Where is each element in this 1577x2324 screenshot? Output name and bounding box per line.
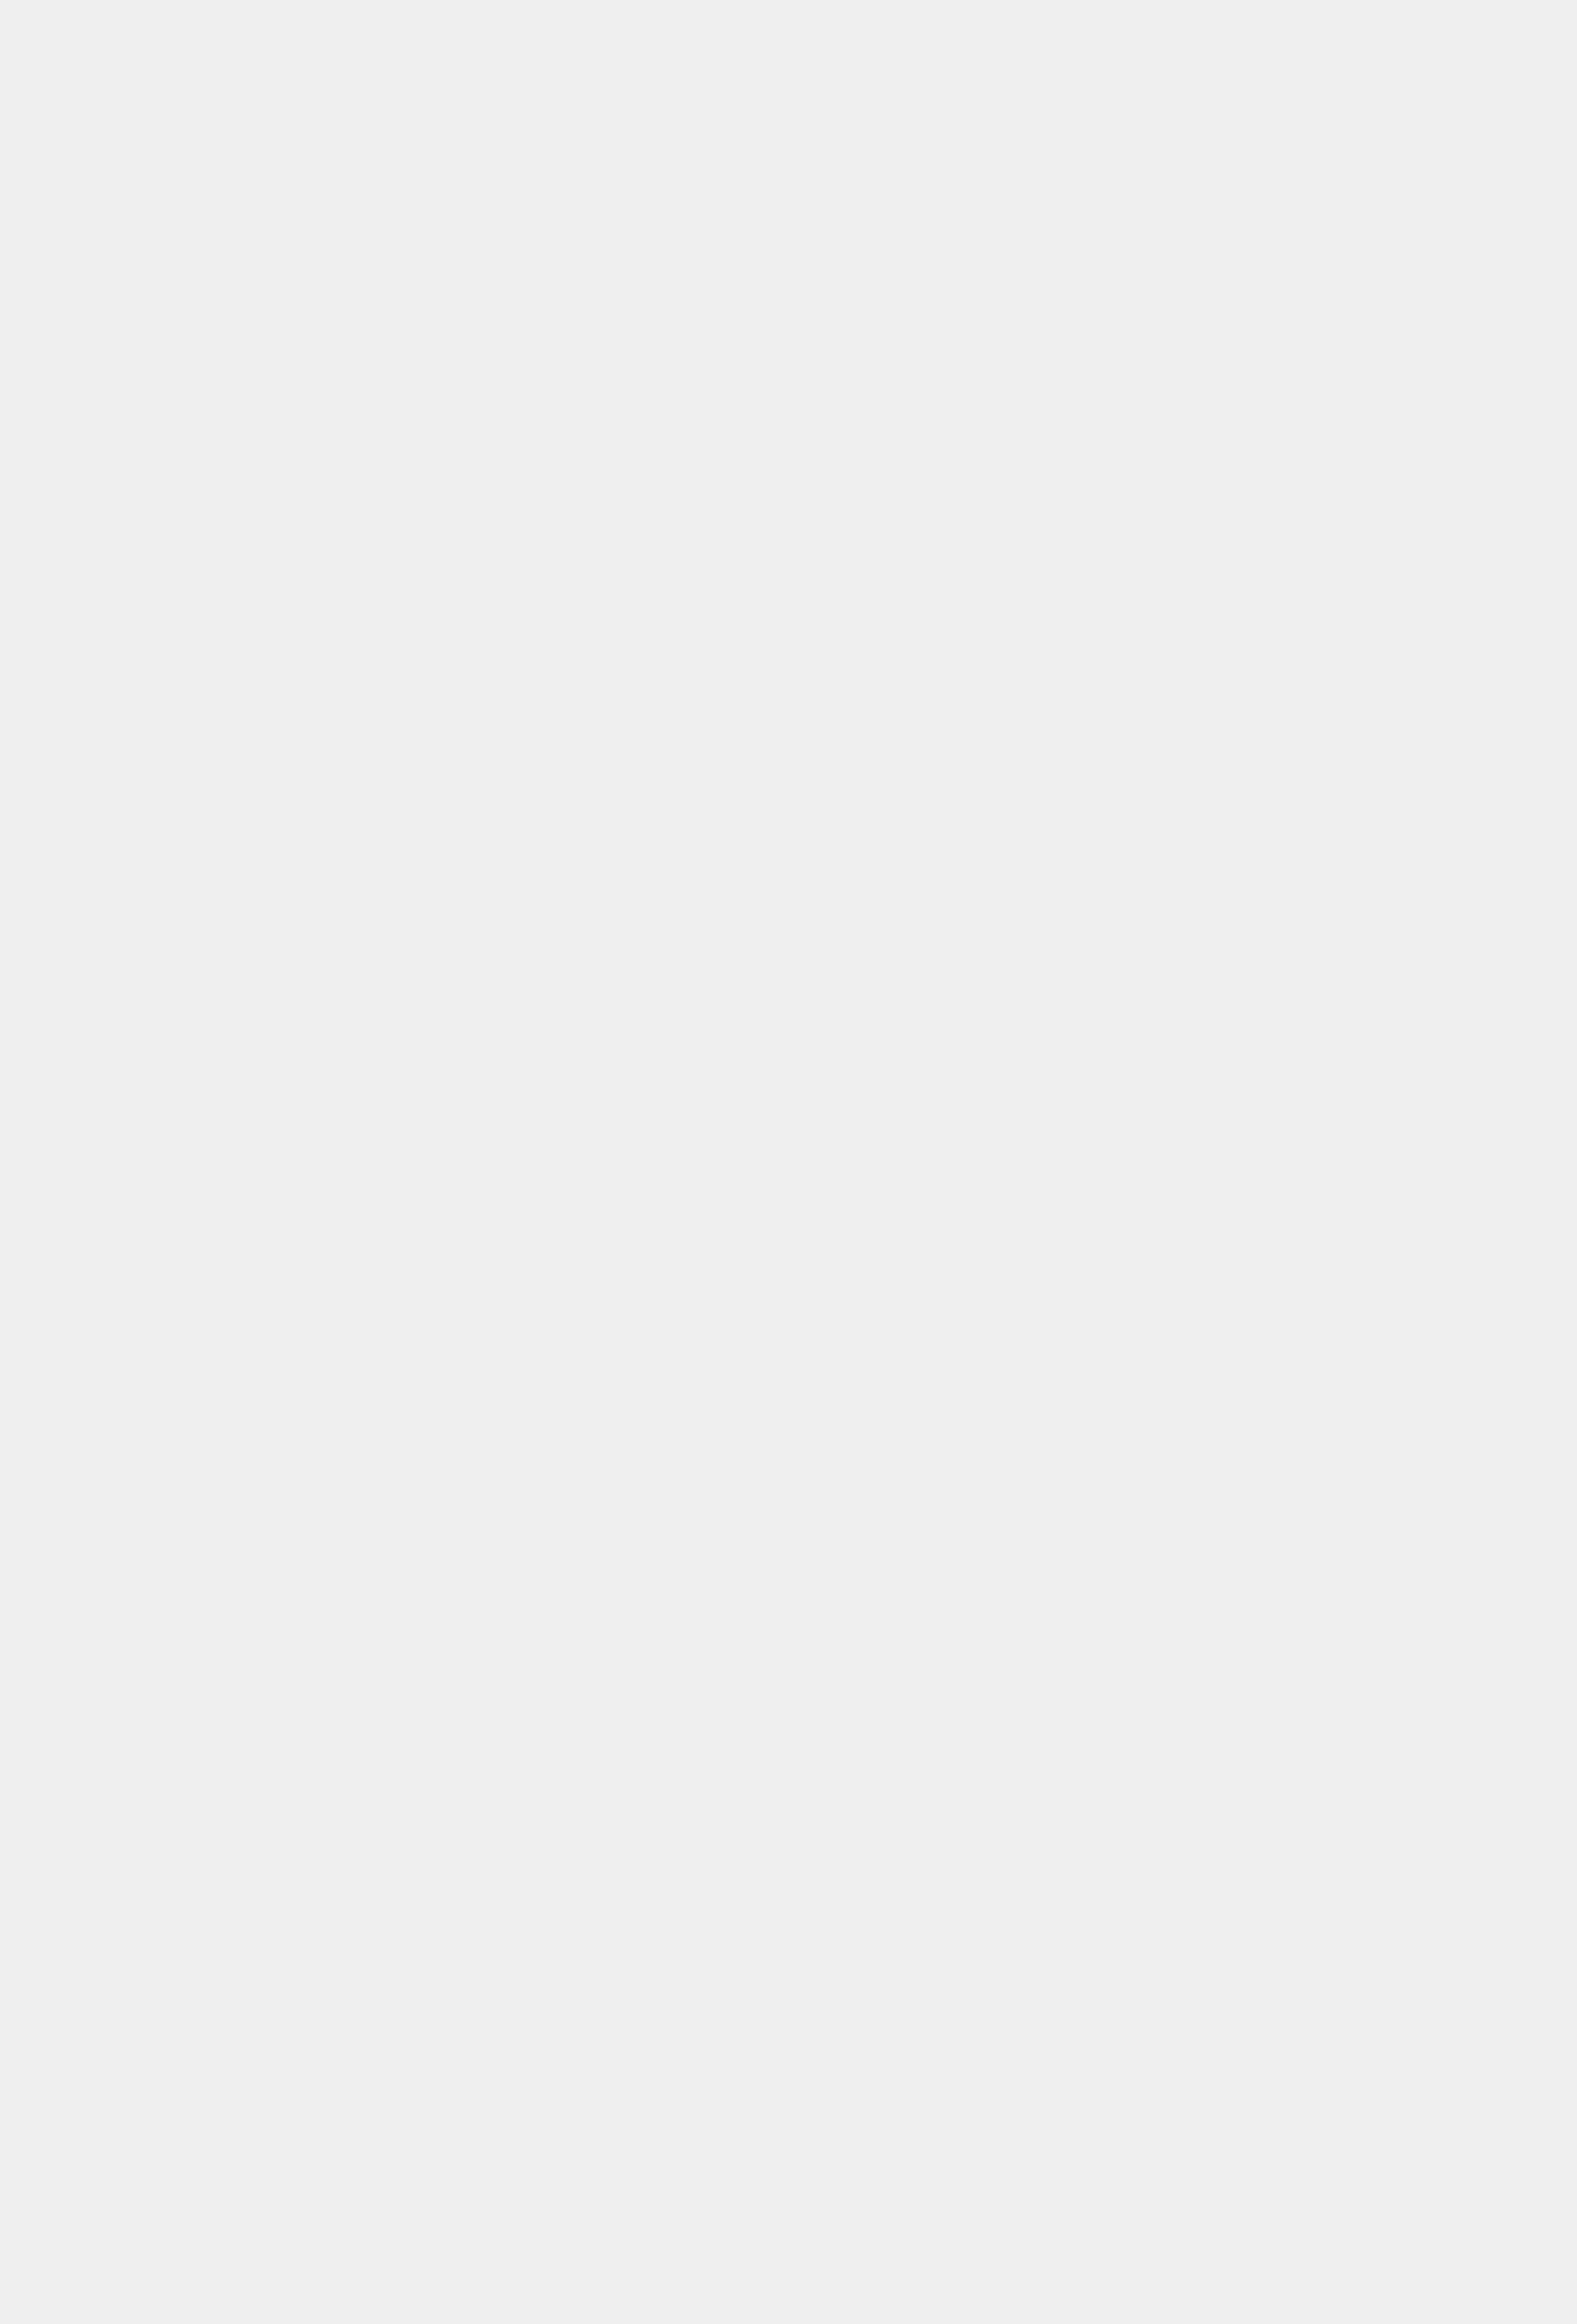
bottom-text-block	[96, 1575, 1445, 2224]
top-text-block	[96, 225, 1445, 868]
middle-text-block	[96, 900, 1445, 1542]
